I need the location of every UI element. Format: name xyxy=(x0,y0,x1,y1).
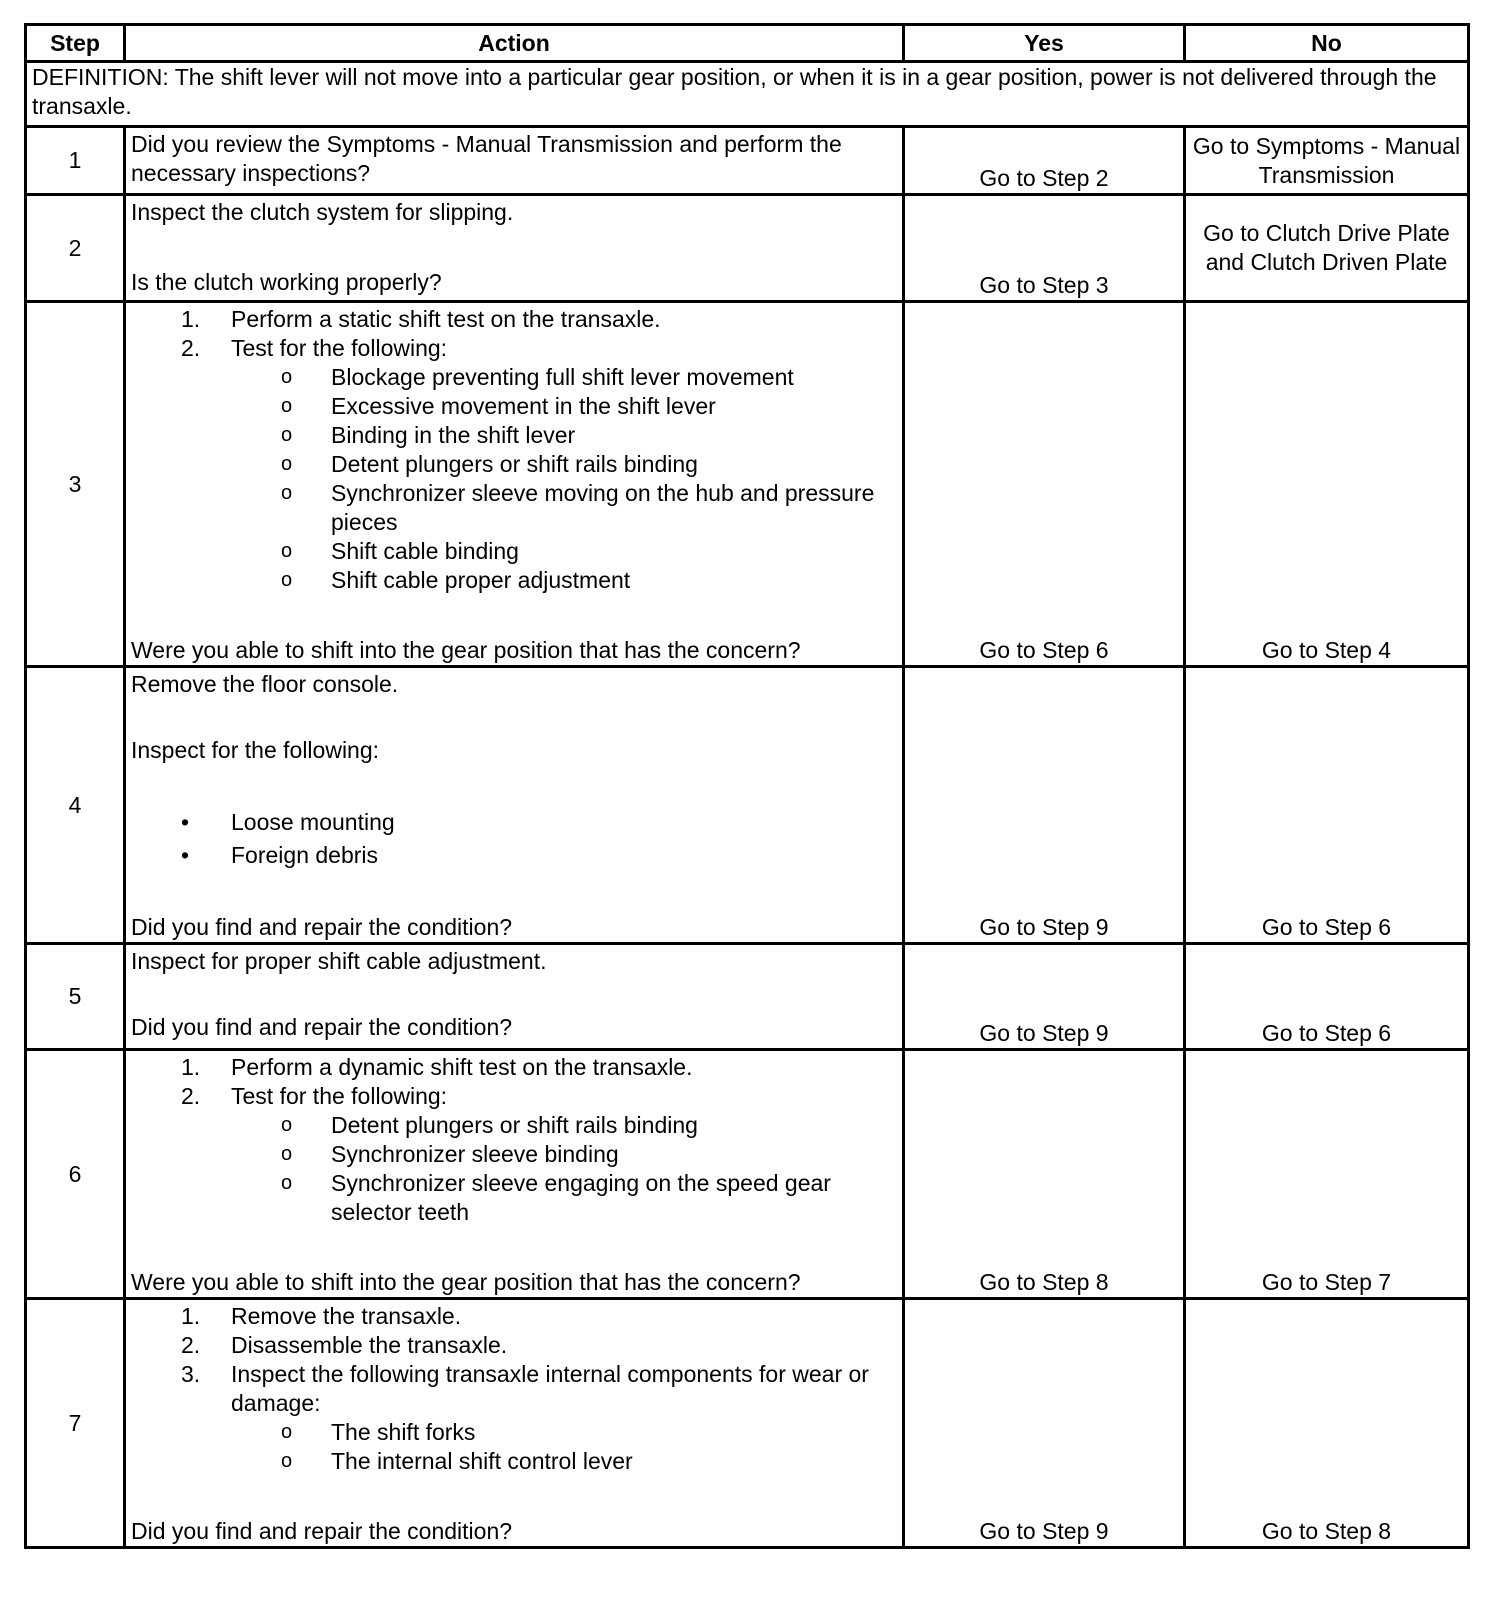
yes-cell: Go to Step 2 xyxy=(904,127,1185,195)
action-intro: Inspect the clutch system for slipping. xyxy=(131,199,514,225)
header-yes: Yes xyxy=(904,25,1185,62)
list-item: o Blockage preventing full shift lever movement xyxy=(281,364,794,390)
table-row xyxy=(26,195,1469,302)
no-cell: Go to Clutch Drive Plate and Clutch Driven Plate xyxy=(1185,195,1469,302)
list-item: o Detent plungers or shift rails binding xyxy=(281,451,698,477)
no-cell: Go to Step 6 xyxy=(1185,944,1469,1050)
list-item: o Binding in the shift lever xyxy=(281,422,576,448)
numbered-list xyxy=(131,303,897,363)
table-row xyxy=(26,667,1469,944)
step-number: 6 xyxy=(26,1050,125,1299)
list-item: 2. Disassemble the transaxle. xyxy=(181,1332,508,1358)
action-question: Did you find and repair the condition? xyxy=(131,914,513,940)
list-item: 1. Remove the transaxle. xyxy=(181,1303,462,1329)
list-item: 1. Perform a static shift test on the transaxle. xyxy=(181,306,661,332)
sub-list xyxy=(131,1418,897,1476)
list-item: • Foreign debris xyxy=(181,842,379,868)
header-row xyxy=(26,25,1469,62)
list-item: 2. Test for the following: xyxy=(181,335,448,361)
list-item: o Shift cable binding xyxy=(281,538,519,564)
yes-cell: Go to Step 3 xyxy=(904,195,1185,302)
no-cell: Go to Step 7 xyxy=(1185,1050,1469,1299)
step-number: 7 xyxy=(26,1299,125,1548)
numbered-list xyxy=(131,1051,897,1111)
table-row xyxy=(26,944,1469,1050)
step-number: 2 xyxy=(26,195,125,302)
diagnostic-table xyxy=(24,23,1470,1549)
table-row xyxy=(26,1299,1469,1548)
list-item: o Excessive movement in the shift lever xyxy=(281,393,716,419)
sub-list xyxy=(131,1111,897,1227)
action-intro: Remove the floor console. xyxy=(131,671,399,697)
list-item: o Synchronizer sleeve binding xyxy=(281,1141,619,1167)
list-item: • Loose mounting xyxy=(181,809,395,835)
yes-cell: Go to Step 9 xyxy=(904,944,1185,1050)
no-cell: Go to Step 4 xyxy=(1185,302,1469,667)
list-item: 3. Inspect the following transaxle internal components for wear or damage: xyxy=(181,1361,869,1416)
table-row xyxy=(26,1050,1469,1299)
list-item: o The shift forks xyxy=(281,1419,476,1445)
action-cell xyxy=(125,127,904,195)
list-item: 1. Perform a dynamic shift test on the transaxle. xyxy=(181,1054,693,1080)
table-row xyxy=(26,127,1469,195)
list-item: o Synchronizer sleeve engaging on the speed gear selector teeth xyxy=(281,1170,831,1225)
step-number: 4 xyxy=(26,667,125,944)
no-cell: Go to Step 8 xyxy=(1185,1299,1469,1548)
definition-text: DEFINITION: The shift lever will not move into a particular gear position, or when it is in a gear position, power is not delivered through the transaxle. xyxy=(26,62,1469,127)
yes-cell: Go to Step 8 xyxy=(904,1050,1185,1299)
yes-cell: Go to Step 9 xyxy=(904,667,1185,944)
header-step: Step xyxy=(26,25,125,62)
list-item: o The internal shift control lever xyxy=(281,1448,633,1474)
list-item: o Detent plungers or shift rails binding xyxy=(281,1112,698,1138)
action-cell xyxy=(125,1050,904,1299)
action-cell xyxy=(125,1299,904,1548)
definition-row xyxy=(26,62,1469,127)
bullet-list xyxy=(131,806,897,872)
step-number: 5 xyxy=(26,944,125,1050)
action-question: Were you able to shift into the gear position that has the concern? xyxy=(131,1269,801,1295)
action-question: Did you find and repair the condition? xyxy=(131,1518,513,1544)
header-action: Action xyxy=(125,25,904,62)
no-cell: Go to Symptoms - Manual Transmission xyxy=(1185,127,1469,195)
action-cell xyxy=(125,302,904,667)
table-row xyxy=(26,302,1469,667)
action-intro: Inspect for the following: xyxy=(131,737,380,763)
action-cell xyxy=(125,195,904,302)
step-number: 3 xyxy=(26,302,125,667)
yes-cell: Go to Step 6 xyxy=(904,302,1185,667)
action-question: Is the clutch working properly? xyxy=(131,269,442,295)
action-question: Did you find and repair the condition? xyxy=(131,1014,513,1040)
numbered-list xyxy=(131,1300,897,1418)
yes-cell: Go to Step 9 xyxy=(904,1299,1185,1548)
action-cell xyxy=(125,667,904,944)
step-number: 1 xyxy=(26,127,125,195)
list-item: 2. Test for the following: xyxy=(181,1083,448,1109)
list-item: o Synchronizer sleeve moving on the hub and pressure pieces xyxy=(281,480,875,535)
header-no: No xyxy=(1185,25,1469,62)
no-cell: Go to Step 6 xyxy=(1185,667,1469,944)
action-cell xyxy=(125,944,904,1050)
sub-list xyxy=(131,363,897,595)
list-item: o Shift cable proper adjustment xyxy=(281,567,631,593)
action-intro: Inspect for proper shift cable adjustment. xyxy=(131,948,547,974)
action-question: Did you review the Symptoms - Manual Transmission and perform the necessary inspections? xyxy=(131,131,842,186)
action-question: Were you able to shift into the gear position that has the concern? xyxy=(131,637,801,663)
